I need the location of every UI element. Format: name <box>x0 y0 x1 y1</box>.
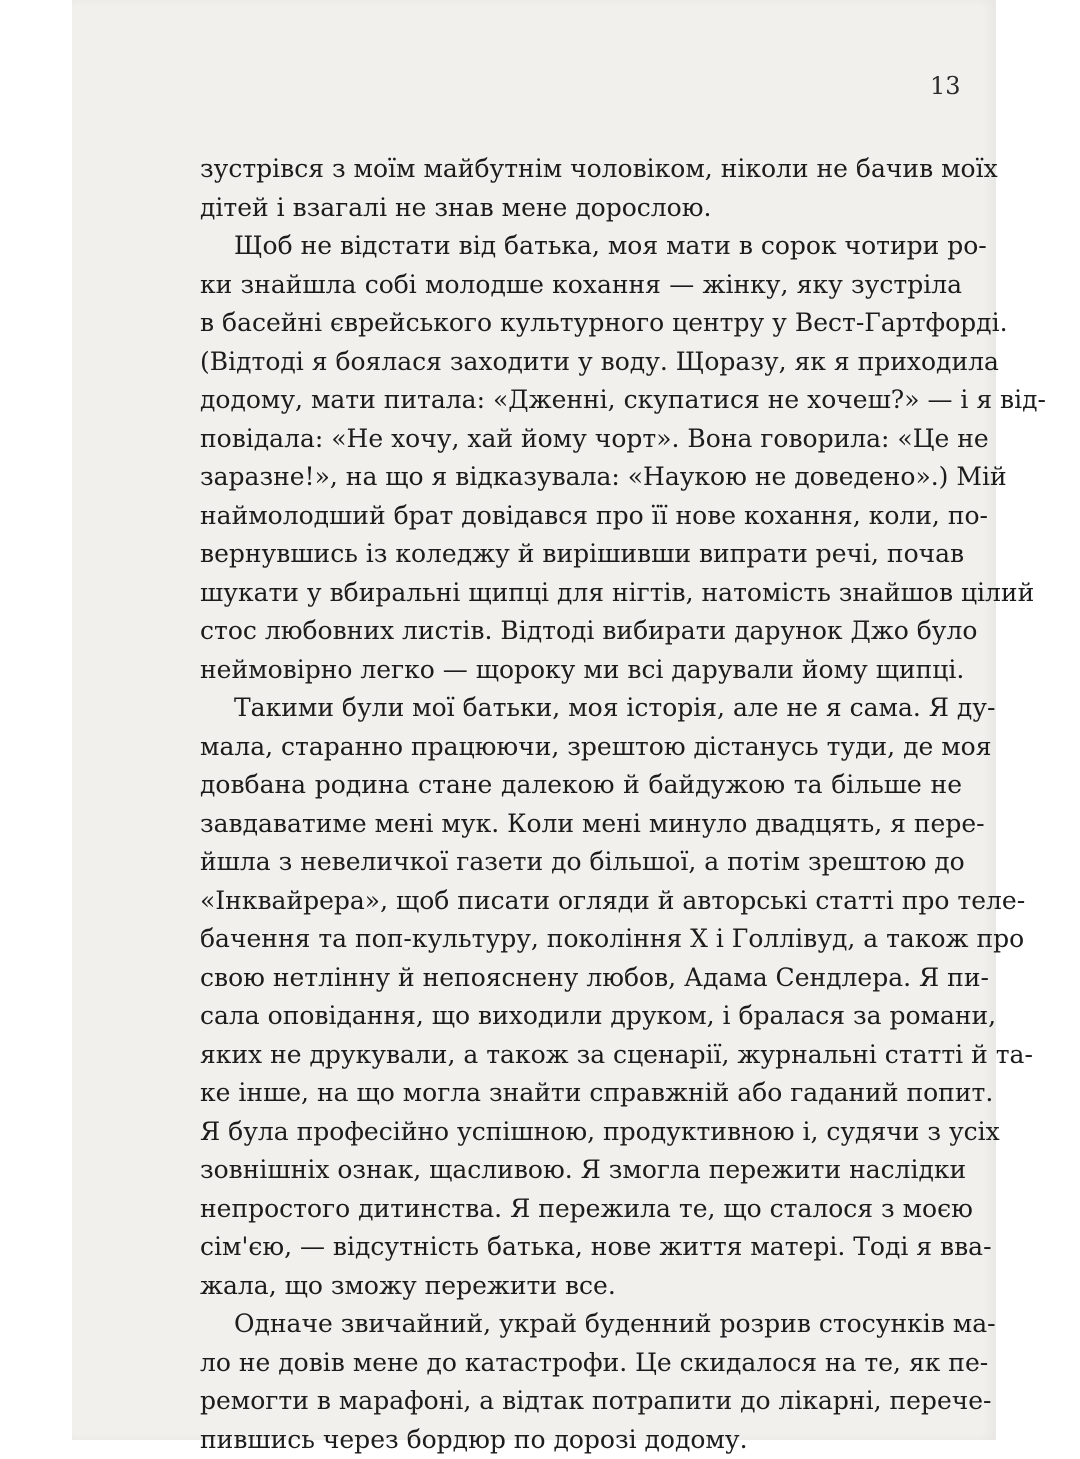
text-line: довбана родина стане далекою й байдужою та більше не <box>200 766 962 805</box>
text-line: мала, старанно працюючи, зрештою дістанусь туди, де моя <box>200 728 962 767</box>
text-line: Одначе звичайний, украй буденний розрив стосунків ма- <box>200 1305 962 1344</box>
text-line: ки знайшла собі молодше кохання — жінку, яку зустріла <box>200 266 962 305</box>
text-line: стос любовних листів. Відтоді вибирати дарунок Джо було <box>200 612 962 651</box>
text-line: ло не довів мене до катастрофи. Це скидалося на те, як пе- <box>200 1344 962 1383</box>
text-line: зустрівся з моїм майбутнім чоловіком, ніколи не бачив моїх <box>200 150 962 189</box>
page-number: 13 <box>930 72 961 100</box>
text-line: пившись через бордюр по дорозі додому. <box>200 1421 962 1459</box>
paragraph <box>200 689 962 1305</box>
text-line: ке інше, на що могла знайти справжній або гаданий попит. <box>200 1074 962 1113</box>
text-line: дітей і взагалі не знав мене дорослою. <box>200 189 962 228</box>
text-line: сім'єю, — відсутність батька, нове життя матері. Тоді я вва- <box>200 1228 962 1267</box>
text-line: шукати у вбиральні щипці для нігтів, натомість знайшов цілий <box>200 574 962 613</box>
text-line: вернувшись із коледжу й вирішивши випрати речі, почав <box>200 535 962 574</box>
paragraph <box>200 1305 962 1459</box>
text-line: непростого дитинства. Я пережила те, що сталося з моєю <box>200 1190 962 1229</box>
body-text <box>200 150 962 1459</box>
text-line: ремогти в марафоні, а відтак потрапити до лікарні, перече- <box>200 1382 962 1421</box>
text-line: неймовірно легко — щороку ми всі дарували йому щипці. <box>200 651 962 690</box>
text-line: бачення та поп-культуру, покоління X і Голлівуд, а також про <box>200 920 962 959</box>
text-line: наймолодший брат довідався про її нове кохання, коли, по- <box>200 497 962 536</box>
text-line: сала оповідання, що виходили друком, і бралася за романи, <box>200 997 962 1036</box>
text-line: Такими були мої батьки, моя історія, але не я сама. Я ду- <box>200 689 962 728</box>
text-line: йшла з невеличкої газети до більшої, а потім зрештою до <box>200 843 962 882</box>
text-line: повідала: «Не хочу, хай йому чорт». Вона говорила: «Це не <box>200 420 962 459</box>
text-line: яких не друкували, а також за сценарії, журнальні статті й та- <box>200 1036 962 1075</box>
text-line: (Відтоді я боялася заходити у воду. Щоразу, як я приходила <box>200 343 962 382</box>
text-line: додому, мати питала: «Дженні, скупатися не хочеш?» — і я від- <box>200 381 962 420</box>
text-line: жала, що зможу пережити все. <box>200 1267 962 1306</box>
book-page <box>72 0 996 1440</box>
text-line: Щоб не відстати від батька, моя мати в сорок чотири ро- <box>200 227 962 266</box>
paragraph <box>200 227 962 689</box>
text-line: завдаватиме мені мук. Коли мені минуло двадцять, я пере- <box>200 805 962 844</box>
text-line: заразне!», на що я відказувала: «Наукою не доведено».) Мій <box>200 458 962 497</box>
text-line: в басейні єврейського культурного центру у Вест-Гартфорді. <box>200 304 962 343</box>
text-line: зовнішніх ознак, щасливою. Я змогла пережити наслідки <box>200 1151 962 1190</box>
text-line: Я була професійно успішною, продуктивною і, судячи з усіх <box>200 1113 962 1152</box>
text-line: «Інквайрера», щоб писати огляди й авторські статті про теле- <box>200 882 962 921</box>
text-line: свою нетлінну й непояснену любов, Адама Сендлера. Я пи- <box>200 959 962 998</box>
paragraph <box>200 150 962 227</box>
